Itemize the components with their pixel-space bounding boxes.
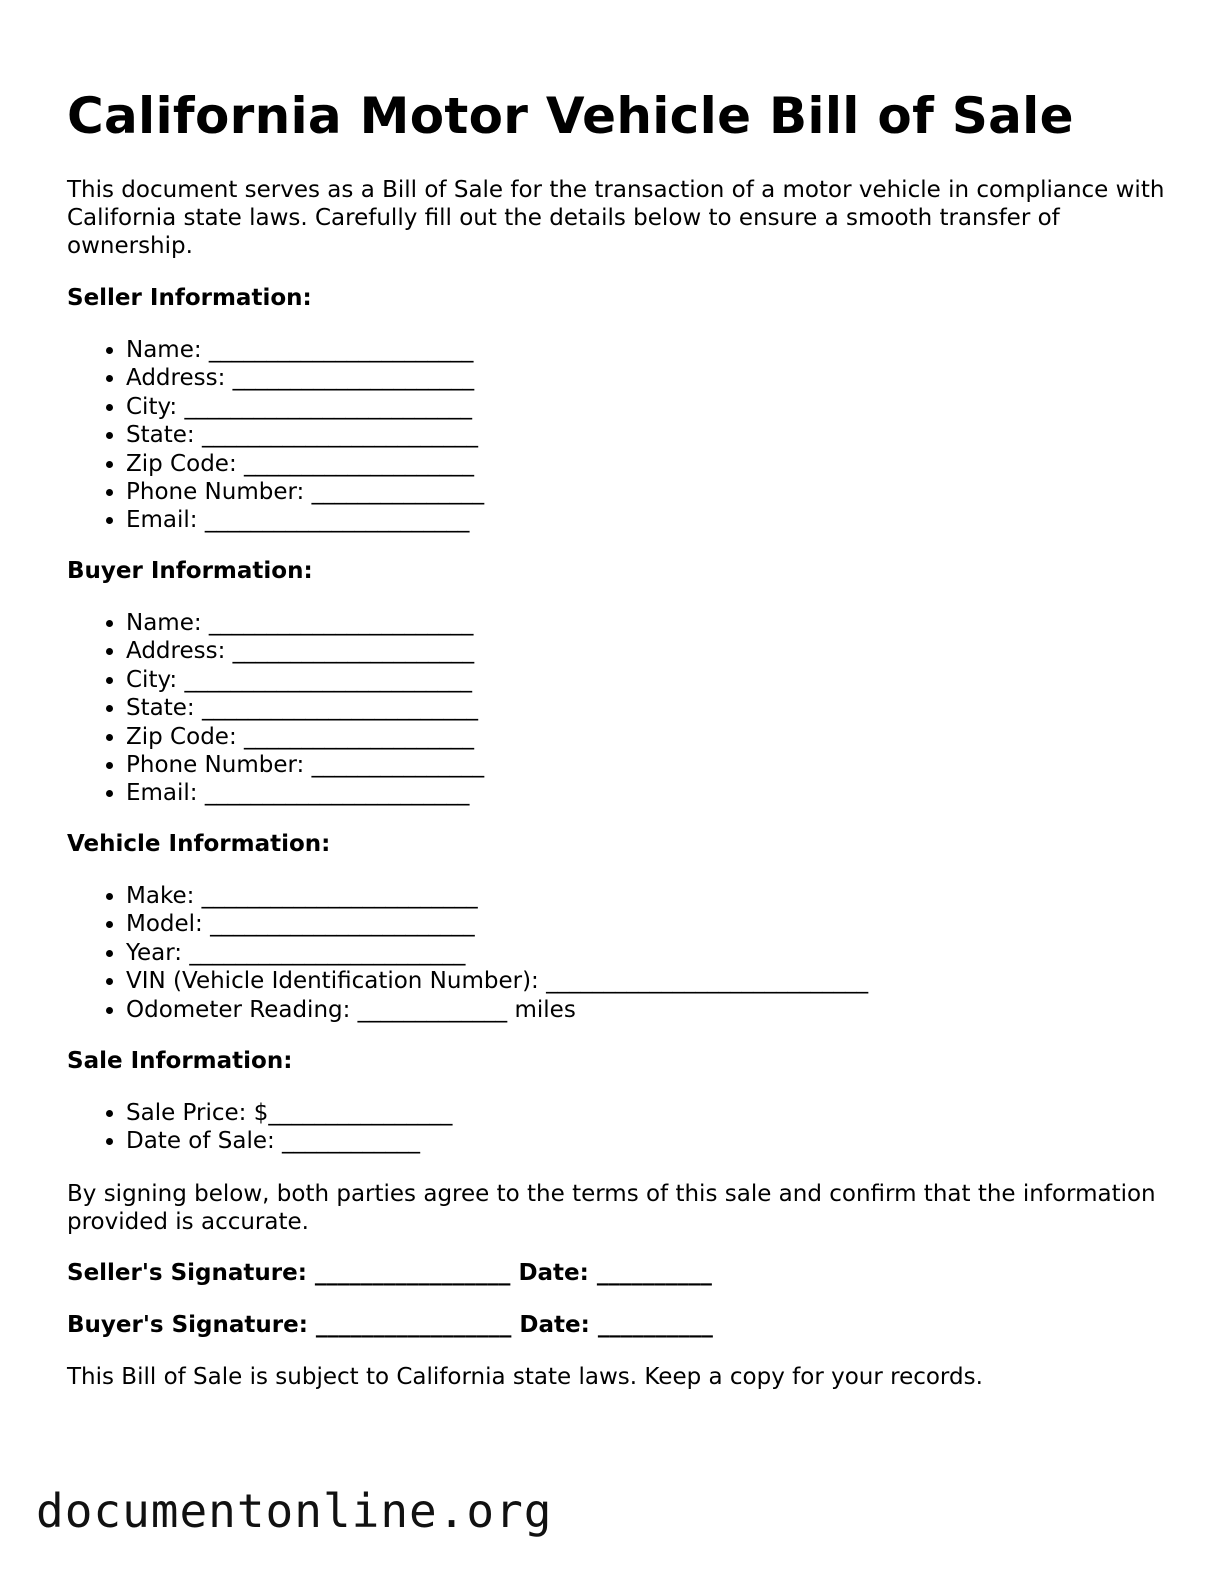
vehicle-vin-field: • VIN (Vehicle Identification Number): ____________________________: [126, 967, 868, 995]
seller-address-field: • Address: _____________________: [126, 364, 484, 392]
buyer-name-field: • Name: _______________________: [126, 609, 484, 637]
buyer-phone-field: • Phone Number: _______________: [126, 751, 484, 779]
seller-fields-list: [67, 336, 484, 535]
seller-signature-line: Seller's Signature: _________________ Date: __________: [67, 1260, 712, 1286]
buyer-fields-list: [67, 609, 484, 808]
footer-note: This Bill of Sale is subject to California state laws. Keep a copy for your records.: [67, 1364, 983, 1390]
seller-email-field: • Email: _______________________: [126, 506, 484, 534]
vehicle-odometer-field: • Odometer Reading: _____________ miles: [126, 996, 868, 1024]
buyer-state-field: • State: ________________________: [126, 694, 484, 722]
vehicle-heading: Vehicle Information:: [67, 831, 331, 857]
buyer-zip-field: • Zip Code: ____________________: [126, 723, 484, 751]
agreement-paragraph: By signing below, both parties agree to the terms of this sale and confirm that the information provided is accurate.: [67, 1181, 1156, 1235]
seller-zip-field: • Zip Code: ____________________: [126, 450, 484, 478]
buyer-heading: Buyer Information:: [67, 558, 313, 584]
buyer-city-field: • City: _________________________: [126, 666, 484, 694]
seller-heading: Seller Information:: [67, 285, 312, 311]
sale-heading: Sale Information:: [67, 1048, 293, 1074]
vehicle-model-field: • Model: _______________________: [126, 910, 868, 938]
seller-state-field: • State: ________________________: [126, 421, 484, 449]
vehicle-fields-list: [67, 882, 868, 1024]
watermark-text: documentonline.org: [36, 1484, 553, 1538]
buyer-address-field: • Address: _____________________: [126, 637, 484, 665]
sale-fields-list: [67, 1099, 452, 1156]
seller-city-field: • City: _________________________: [126, 393, 484, 421]
seller-phone-field: • Phone Number: _______________: [126, 478, 484, 506]
sale-date-field: • Date of Sale: ____________: [126, 1127, 452, 1155]
page-title: California Motor Vehicle Bill of Sale: [67, 87, 1074, 145]
vehicle-year-field: • Year: ________________________: [126, 939, 868, 967]
vehicle-make-field: • Make: ________________________: [126, 882, 868, 910]
buyer-email-field: • Email: _______________________: [126, 779, 484, 807]
seller-name-field: • Name: _______________________: [126, 336, 484, 364]
buyer-signature-line: Buyer's Signature: _________________ Date: __________: [67, 1312, 713, 1338]
intro-paragraph: This document serves as a Bill of Sale for the transaction of a motor vehicle in compliance with California state laws. Carefully fill out the details below to ensure a smooth transfer of ownership.: [67, 177, 1165, 259]
sale-price-field: • Sale Price: $________________: [126, 1099, 452, 1127]
